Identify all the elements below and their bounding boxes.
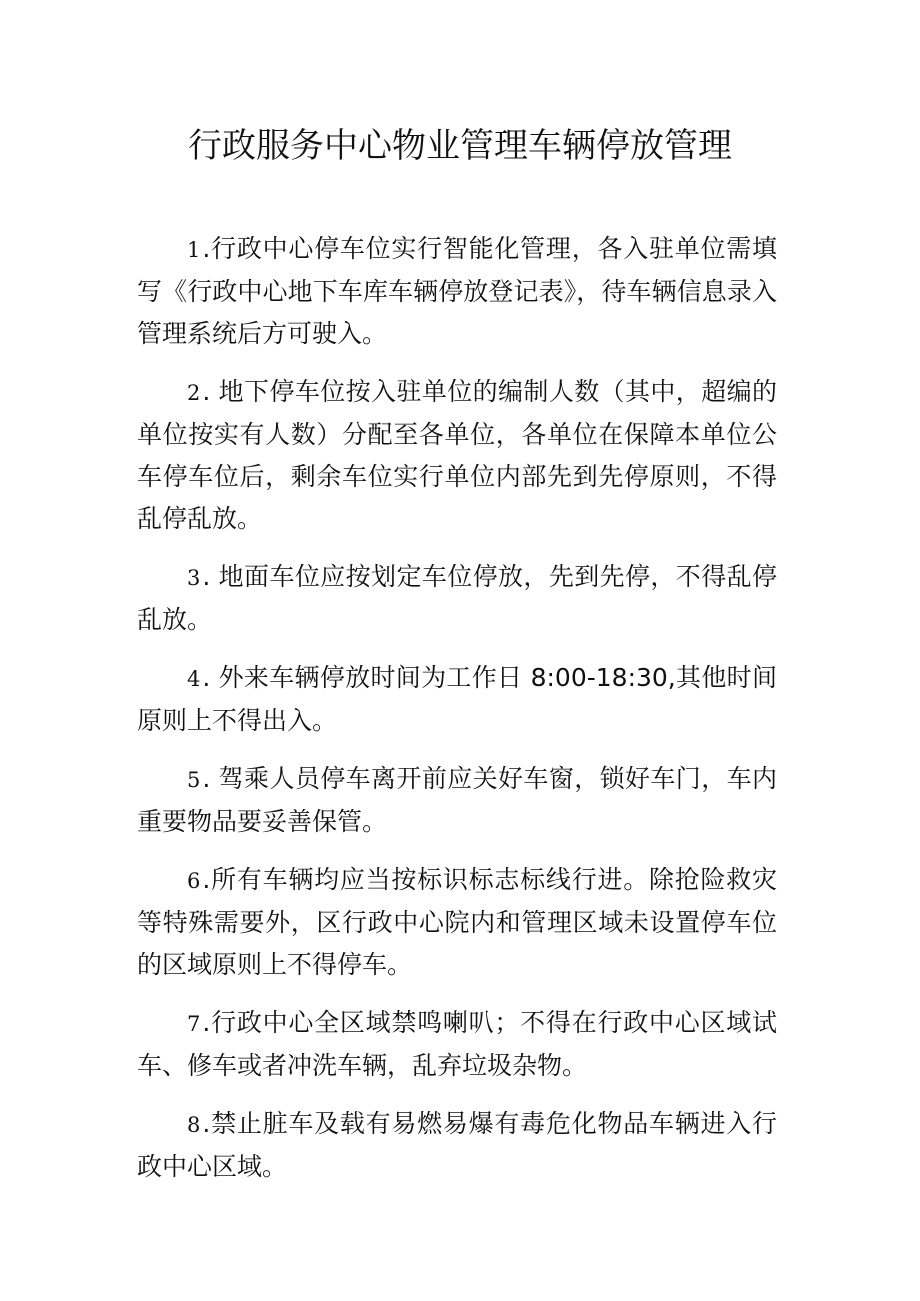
list-item [137,1103,777,1188]
item-number: 8 [187,1113,201,1137]
item-text: . 外来车辆停放时间为工作日 8:00-18:30,其他时间原则上不得出入。 [137,663,777,735]
item-text: .所有车辆均应当按标识标志标线行进。除抢险救灾等特殊需要外，区行政中心院内和管理区域未设置停车位的区域原则上不得停车。 [137,865,777,979]
item-number: 1 [187,238,201,262]
item-number: 3 [187,566,201,590]
list-item [137,657,777,742]
item-number: 6 [187,869,201,893]
item-text: .行政中心全区域禁鸣喇叭；不得在行政中心区域试车、修车或者冲洗车辆，乱弃垃圾杂物。 [137,1008,777,1080]
document-body [137,228,777,1204]
item-text: . 驾乘人员停车离开前应关好车窗，锁好车门，车内重要物品要妥善保管。 [137,764,777,836]
item-text: . 地下停车位按入驻单位的编制人数（其中，超编的单位按实有人数）分配至各单位，各单位在保障本单位公车停车位后，剩余车位实行单位内部先到先停原则，不得乱停乱放。 [137,377,777,533]
list-item [137,758,777,843]
list-item [137,228,777,355]
document-title: 行政服务中心物业管理车辆停放管理 [188,126,732,166]
item-number: 4 [187,667,201,691]
list-item [137,371,777,540]
item-text: .禁止脏车及载有易燃易爆有毒危化物品车辆进入行政中心区域。 [137,1109,777,1181]
item-number: 7 [187,1012,201,1036]
item-text: . 地面车位应按划定车位停放，先到先停，不得乱停乱放。 [137,562,777,634]
item-number: 5 [187,768,201,792]
list-item [137,859,777,986]
list-item [137,556,777,641]
item-number: 2 [187,381,201,405]
list-item [137,1002,777,1087]
item-text: .行政中心停车位实行智能化管理，各入驻单位需填写《行政中心地下车库车辆停放登记表》，待车辆信息录入管理系统后方可驶入。 [137,234,777,348]
